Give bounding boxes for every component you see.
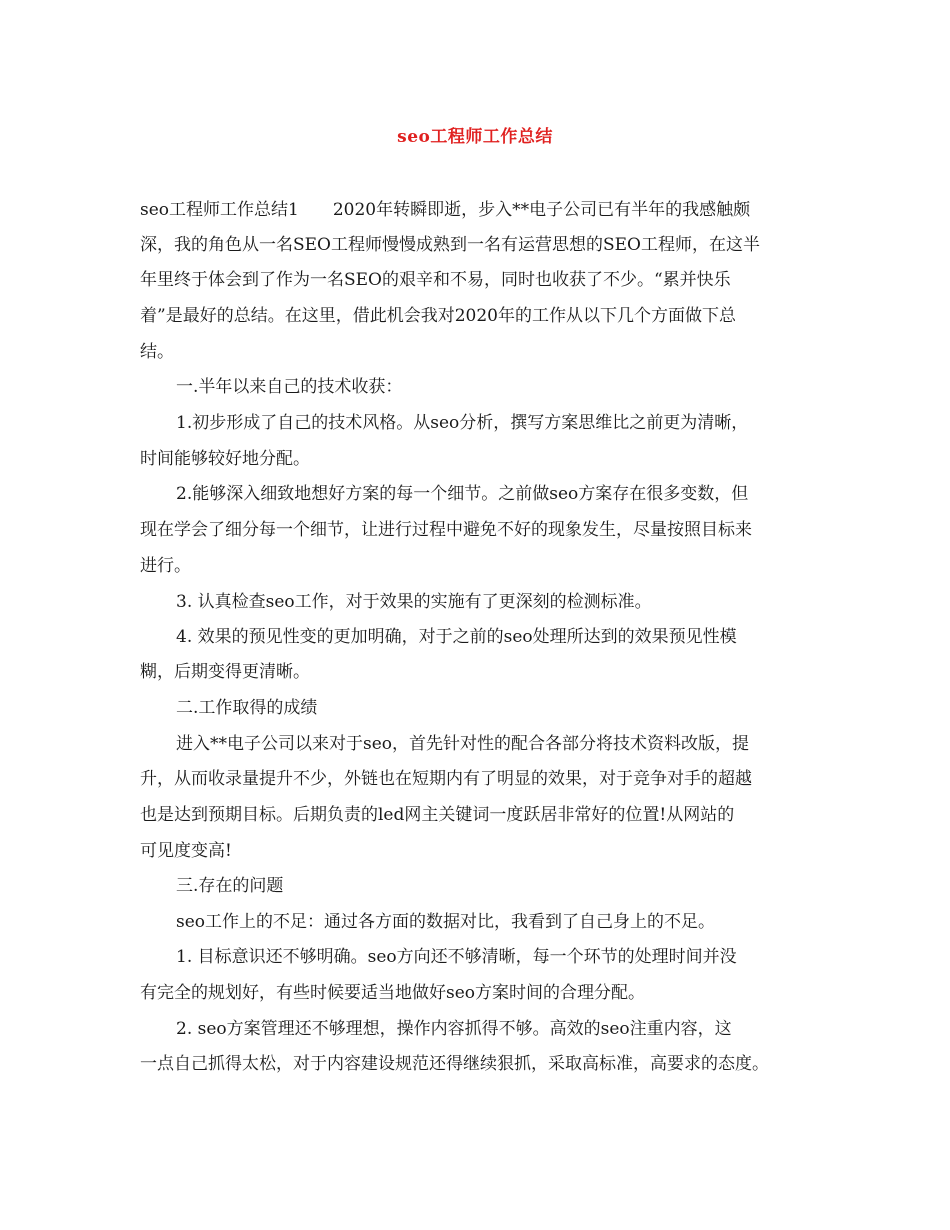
paragraph-line: 现在学会了细分每一个细节，让进行过程中避免不好的现象发生，尽量按照目标来 <box>140 520 752 540</box>
section-heading: 二.工作取得的成绩 <box>176 698 318 718</box>
paragraph-line: 进行。 <box>140 556 191 576</box>
paragraph-line: 进入**电子公司以来对于seo，首先针对性的配合各部分将技术资料改版，提 <box>176 734 750 754</box>
paragraph-line: 有完全的规划好，有些时候要适当地做好seo方案时间的合理分配。 <box>140 983 646 1003</box>
paragraph-line: 1. 目标意识还不够明确。seo方向还不够清晰，每一个环节的处理时间并没 <box>176 947 737 967</box>
paragraph-line: 着”是最好的总结。在这里，借此机会我对2020年的工作从以下几个方面做下总 <box>140 306 736 326</box>
paragraph-line: 一点自己抓得太松，对于内容建设规范还得继续狠抓，采取高标准，高要求的态度。 <box>140 1054 769 1074</box>
paragraph-line: 2.能够深入细致地想好方案的每一个细节。之前做seo方案存在很多变数，但 <box>176 484 749 504</box>
paragraph-line: 可见度变高! <box>140 841 232 861</box>
section-heading: 一.半年以来自己的技术收获： <box>176 377 403 397</box>
paragraph-line: 深，我的角色从一名SEO工程师慢慢成熟到一名有运营思想的SEO工程师，在这半 <box>140 235 760 255</box>
paragraph-line: 结。 <box>140 342 174 362</box>
paragraph-line: 时间能够较好地分配。 <box>140 449 310 469</box>
paragraph-line: 也是达到预期目标。后期负责的led网主关键词一度跃居非常好的位置!从网站的 <box>140 805 735 825</box>
paragraph-line: 4. 效果的预见性变的更加明确，对于之前的seo处理所达到的效果预见性模 <box>176 627 737 647</box>
document-title: seo工程师工作总结 <box>397 127 553 147</box>
paragraph-line: 2. seo方案管理还不够理想，操作内容抓得不够。高效的seo注重内容，这 <box>176 1019 732 1039</box>
paragraph-line: 糊，后期变得更清晰。 <box>140 662 310 682</box>
paragraph-line: seo工作上的不足：通过各方面的数据对比，我看到了自己身上的不足。 <box>176 912 716 932</box>
paragraph-line: 3. 认真检查seo工作，对于效果的实施有了更深刻的检测标准。 <box>176 592 652 612</box>
section-heading: 三.存在的问题 <box>176 876 284 896</box>
paragraph-line: 年里终于体会到了作为一名SEO的艰辛和不易，同时也收获了不少。“累并快乐 <box>140 270 731 290</box>
paragraph-line: 升，从而收录量提升不少，外链也在短期内有了明显的效果，对于竞争对手的超越 <box>140 769 752 789</box>
paragraph-line: seo工程师工作总结1 2020年转瞬即逝，步入**电子公司已有半年的我感触颇 <box>140 200 751 220</box>
paragraph-line: 1.初步形成了自己的技术风格。从seo分析，撰写方案思维比之前更为清晰， <box>176 413 749 433</box>
